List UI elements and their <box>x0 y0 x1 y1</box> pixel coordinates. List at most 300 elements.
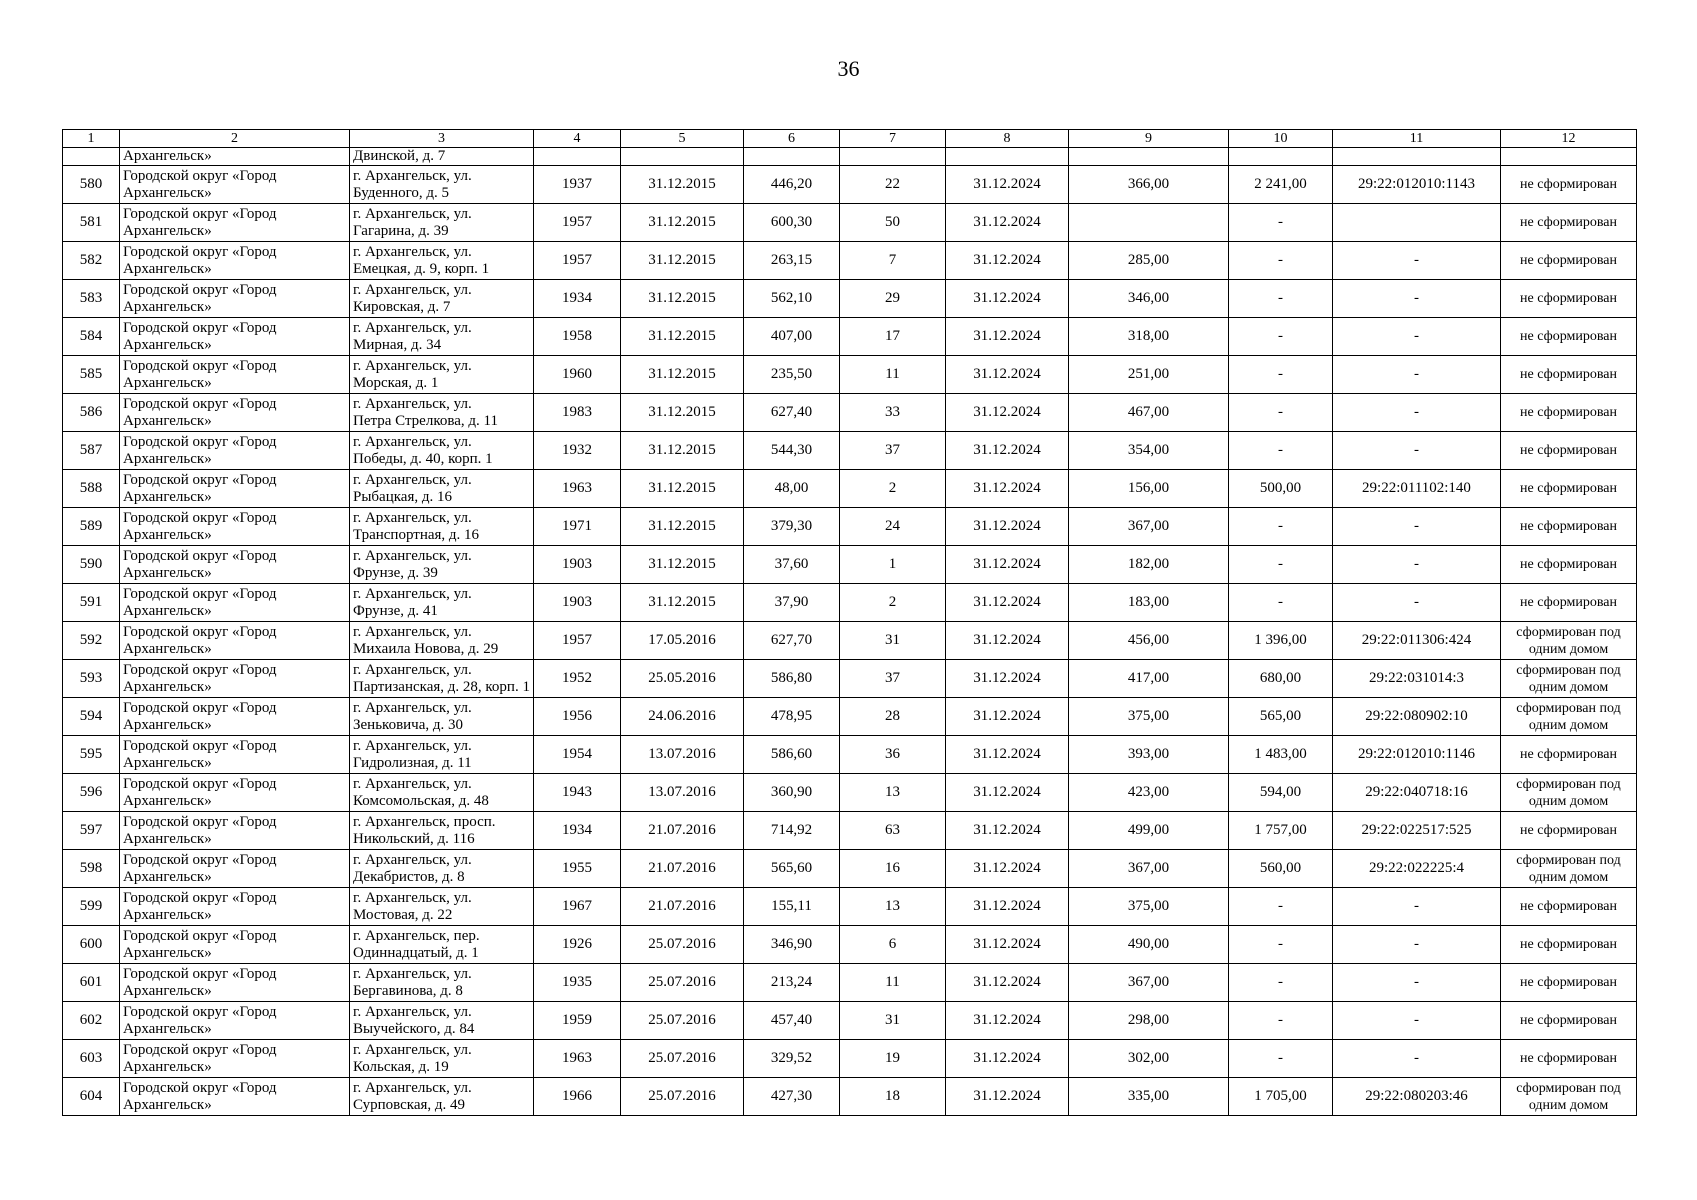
owner-line-2: Архангельск» <box>123 602 212 619</box>
year-cell: 1903 <box>534 584 621 622</box>
address-line-2: Фрунзе, д. 39 <box>353 564 438 581</box>
year-cell: 1959 <box>534 1002 621 1040</box>
address-line-1: г. Архангельск, ул. <box>353 281 472 298</box>
column-header: 5 <box>621 130 744 148</box>
address-line-1: г. Архангельск, ул. <box>353 737 472 754</box>
address-line-2: Мирная, д. 34 <box>353 336 442 353</box>
status-line-1: сформирован под <box>1516 776 1621 792</box>
residents-cell: 37 <box>840 660 946 698</box>
table-cell <box>1069 148 1229 166</box>
row-number-cell: 592 <box>63 622 120 660</box>
address-line-1: г. Архангельск, ул. <box>353 889 472 906</box>
owner-line-1: Городской округ «Город <box>123 433 277 450</box>
owner-cell <box>120 850 350 888</box>
recognition-date-cell: 31.12.2015 <box>621 166 744 204</box>
status-line-1: не сформирован <box>1520 253 1617 268</box>
status-line-1: не сформирован <box>1520 595 1617 610</box>
planned-date-cell: 31.12.2024 <box>946 242 1069 280</box>
land-status-cell <box>1501 508 1637 546</box>
land-status-cell <box>1501 774 1637 812</box>
planned-date-cell: 31.12.2024 <box>946 812 1069 850</box>
year-cell: 1903 <box>534 546 621 584</box>
address-cell <box>350 432 534 470</box>
year-cell: 1934 <box>534 812 621 850</box>
table-row <box>63 850 1637 888</box>
column-header: 12 <box>1501 130 1637 148</box>
table-row <box>63 546 1637 584</box>
table-cell <box>744 148 840 166</box>
status-line-1: не сформирован <box>1520 329 1617 344</box>
row-number-cell: 586 <box>63 394 120 432</box>
col9-cell: 490,00 <box>1069 926 1229 964</box>
col10-cell: - <box>1229 926 1333 964</box>
year-cell: 1958 <box>534 318 621 356</box>
land-status-cell <box>1501 280 1637 318</box>
address-line-2: Гагарина, д. 39 <box>353 222 449 239</box>
recognition-date-cell: 21.07.2016 <box>621 850 744 888</box>
status-line-1: не сформирован <box>1520 747 1617 762</box>
owner-line-1: Городской округ «Город <box>123 1041 277 1058</box>
address-line-2: Петра Стрелкова, д. 11 <box>353 412 498 429</box>
col10-cell: 594,00 <box>1229 774 1333 812</box>
table-row <box>63 432 1637 470</box>
planned-date-cell: 31.12.2024 <box>946 394 1069 432</box>
status-line-1: не сформирован <box>1520 937 1617 952</box>
land-status-cell <box>1501 584 1637 622</box>
col10-cell: - <box>1229 280 1333 318</box>
owner-cell <box>120 166 350 204</box>
owner-line-1: Городской округ «Город <box>123 699 277 716</box>
year-cell: 1932 <box>534 432 621 470</box>
recognition-date-cell: 25.07.2016 <box>621 1002 744 1040</box>
address-line-1: г. Архангельск, ул. <box>353 205 472 222</box>
col10-cell: - <box>1229 584 1333 622</box>
cadastral-number-cell: - <box>1333 926 1501 964</box>
owner-line-2: Архангельск» <box>123 222 212 239</box>
status-line-1: сформирован под <box>1516 662 1621 678</box>
owner-cell <box>120 470 350 508</box>
owner-line-1: Городской округ «Город <box>123 205 277 222</box>
planned-date-cell: 31.12.2024 <box>946 736 1069 774</box>
cadastral-number-cell <box>1333 204 1501 242</box>
col10-cell: - <box>1229 888 1333 926</box>
table-row <box>63 280 1637 318</box>
address-line-2: Кольская, д. 19 <box>353 1058 449 1075</box>
col10-cell: 560,00 <box>1229 850 1333 888</box>
status-line-1: не сформирован <box>1520 177 1617 192</box>
col9-cell: 417,00 <box>1069 660 1229 698</box>
col9-cell: 375,00 <box>1069 698 1229 736</box>
status-line-2: одним домом <box>1528 1097 1609 1113</box>
owner-cell <box>120 204 350 242</box>
cadastral-number-cell: 29:22:022225:4 <box>1333 850 1501 888</box>
owner-cell <box>120 394 350 432</box>
land-status-cell <box>1501 698 1637 736</box>
recognition-date-cell: 31.12.2015 <box>621 508 744 546</box>
recognition-date-cell: 25.07.2016 <box>621 926 744 964</box>
col9-cell: 367,00 <box>1069 508 1229 546</box>
column-header: 10 <box>1229 130 1333 148</box>
status-line-2: одним домом <box>1528 717 1609 733</box>
address-cell <box>350 888 534 926</box>
owner-line-2: Архангельск» <box>123 906 212 923</box>
column-header: 3 <box>350 130 534 148</box>
column-header: 7 <box>840 130 946 148</box>
table-row <box>63 660 1637 698</box>
status-line-1: сформирован под <box>1516 1080 1621 1096</box>
address-cell <box>350 546 534 584</box>
col9-cell: 251,00 <box>1069 356 1229 394</box>
land-status-cell <box>1501 356 1637 394</box>
cadastral-number-cell: - <box>1333 584 1501 622</box>
col10-cell: - <box>1229 508 1333 546</box>
owner-cell <box>120 812 350 850</box>
recognition-date-cell: 25.07.2016 <box>621 1078 744 1116</box>
residents-cell: 31 <box>840 622 946 660</box>
cadastral-number-cell: - <box>1333 394 1501 432</box>
address-cell <box>350 356 534 394</box>
owner-line-1: Городской округ «Город <box>123 1003 277 1020</box>
land-status-cell <box>1501 1040 1637 1078</box>
address-line-2: Рыбацкая, д. 16 <box>353 488 452 505</box>
status-line-1: сформирован под <box>1516 624 1621 640</box>
area-cell: 457,40 <box>744 1002 840 1040</box>
area-cell: 544,30 <box>744 432 840 470</box>
recognition-date-cell: 25.07.2016 <box>621 964 744 1002</box>
land-status-cell <box>1501 736 1637 774</box>
cadastral-number-cell: - <box>1333 1040 1501 1078</box>
owner-line-2: Архангельск» <box>123 792 212 809</box>
residents-cell: 33 <box>840 394 946 432</box>
owner-line-1: Городской округ «Город <box>123 661 277 678</box>
owner-line-2: Архангельск» <box>123 716 212 733</box>
year-cell: 1934 <box>534 280 621 318</box>
cadastral-number-cell: 29:22:012010:1143 <box>1333 166 1501 204</box>
cadastral-number-cell: 29:22:080902:10 <box>1333 698 1501 736</box>
col9-cell: 302,00 <box>1069 1040 1229 1078</box>
owner-line-1: Городской округ «Город <box>123 851 277 868</box>
table-row <box>63 774 1637 812</box>
status-line-1: сформирован под <box>1516 700 1621 716</box>
area-cell: 427,30 <box>744 1078 840 1116</box>
land-status-cell <box>1501 1002 1637 1040</box>
owner-line-1: Городской округ «Город <box>123 585 277 602</box>
area-cell: 263,15 <box>744 242 840 280</box>
owner-cell <box>120 698 350 736</box>
table-row <box>63 888 1637 926</box>
status-line-1: не сформирован <box>1520 443 1617 458</box>
owner-line-1: Городской округ «Город <box>123 623 277 640</box>
row-number-cell: 602 <box>63 1002 120 1040</box>
col10-cell: - <box>1229 394 1333 432</box>
address-cell <box>350 1040 534 1078</box>
column-header: 2 <box>120 130 350 148</box>
col9-cell: 456,00 <box>1069 622 1229 660</box>
cadastral-number-cell: - <box>1333 356 1501 394</box>
owner-line-2: Архангельск» <box>123 754 212 771</box>
address-line-2: Никольский, д. 116 <box>353 830 475 847</box>
address-cell <box>350 584 534 622</box>
status-line-1: не сформирован <box>1520 557 1617 572</box>
table-row <box>63 356 1637 394</box>
table-row <box>63 584 1637 622</box>
owner-line-1: Городской округ «Город <box>123 889 277 906</box>
year-cell: 1966 <box>534 1078 621 1116</box>
address-line-1: г. Архангельск, ул. <box>353 775 472 792</box>
address-line-2: Транспортная, д. 16 <box>353 526 480 543</box>
owner-cell <box>120 964 350 1002</box>
owner-cell <box>120 1040 350 1078</box>
owner-line-2: Архангельск» <box>123 564 212 581</box>
address-cell <box>350 812 534 850</box>
row-number-cell: 583 <box>63 280 120 318</box>
address-line-2: Декабристов, д. 8 <box>353 868 465 885</box>
cadastral-number-cell: - <box>1333 242 1501 280</box>
planned-date-cell: 31.12.2024 <box>946 774 1069 812</box>
recognition-date-cell: 25.07.2016 <box>621 1040 744 1078</box>
planned-date-cell: 31.12.2024 <box>946 546 1069 584</box>
col9-cell: 367,00 <box>1069 964 1229 1002</box>
status-line-2: одним домом <box>1528 641 1609 657</box>
table-row <box>63 242 1637 280</box>
cadastral-number-cell: - <box>1333 1002 1501 1040</box>
col9-cell: 367,00 <box>1069 850 1229 888</box>
recognition-date-cell: 31.12.2015 <box>621 242 744 280</box>
cadastral-number-cell: - <box>1333 888 1501 926</box>
year-cell: 1954 <box>534 736 621 774</box>
col9-cell: 393,00 <box>1069 736 1229 774</box>
table-row <box>63 812 1637 850</box>
col9-cell: 467,00 <box>1069 394 1229 432</box>
recognition-date-cell: 31.12.2015 <box>621 432 744 470</box>
status-line-1: не сформирован <box>1520 975 1617 990</box>
land-status-cell <box>1501 812 1637 850</box>
address-line-2: Одиннадцатый, д. 1 <box>353 944 479 961</box>
area-cell: 600,30 <box>744 204 840 242</box>
column-header: 9 <box>1069 130 1229 148</box>
col10-cell: - <box>1229 1040 1333 1078</box>
col9-cell: 423,00 <box>1069 774 1229 812</box>
area-cell: 565,60 <box>744 850 840 888</box>
residents-cell: 11 <box>840 356 946 394</box>
year-cell: 1957 <box>534 242 621 280</box>
owner-line-1: Городской округ «Город <box>123 243 277 260</box>
col10-cell: 1 396,00 <box>1229 622 1333 660</box>
recognition-date-cell: 31.12.2015 <box>621 394 744 432</box>
land-status-cell <box>1501 394 1637 432</box>
status-line-1: не сформирован <box>1520 519 1617 534</box>
area-cell: 360,90 <box>744 774 840 812</box>
recognition-date-cell: 31.12.2015 <box>621 584 744 622</box>
col10-cell: - <box>1229 546 1333 584</box>
housing-registry-table <box>62 129 1637 1116</box>
residents-cell: 2 <box>840 470 946 508</box>
cadastral-number-cell: - <box>1333 432 1501 470</box>
year-cell: 1957 <box>534 622 621 660</box>
table-row <box>63 204 1637 242</box>
row-number-cell: 596 <box>63 774 120 812</box>
table-row <box>63 394 1637 432</box>
address-cell <box>350 964 534 1002</box>
address-cell <box>350 736 534 774</box>
owner-line-1: Городской округ «Город <box>123 927 277 944</box>
address-line-1: г. Архангельск, ул. <box>353 243 472 260</box>
residents-cell: 31 <box>840 1002 946 1040</box>
land-status-cell <box>1501 432 1637 470</box>
residents-cell: 6 <box>840 926 946 964</box>
address-line-2: Морская, д. 1 <box>353 374 439 391</box>
owner-line-2: Архангельск» <box>123 488 212 505</box>
address-line-1: г. Архангельск, просп. <box>353 813 496 830</box>
residents-cell: 18 <box>840 1078 946 1116</box>
recognition-date-cell: 31.12.2015 <box>621 470 744 508</box>
year-cell: 1937 <box>534 166 621 204</box>
area-cell: 213,24 <box>744 964 840 1002</box>
owner-line-2: Архангельск» <box>123 184 212 201</box>
owner-line-2: Архангельск» <box>123 450 212 467</box>
residents-cell: 19 <box>840 1040 946 1078</box>
owner-line-1: Городской округ «Город <box>123 965 277 982</box>
address-line-1: г. Архангельск, ул. <box>353 357 472 374</box>
area-cell: 37,60 <box>744 546 840 584</box>
planned-date-cell: 31.12.2024 <box>946 356 1069 394</box>
land-status-cell <box>1501 850 1637 888</box>
status-line-1: не сформирован <box>1520 823 1617 838</box>
year-cell: 1963 <box>534 470 621 508</box>
status-line-1: не сформирован <box>1520 1051 1617 1066</box>
owner-cell <box>120 280 350 318</box>
owner-cell <box>120 888 350 926</box>
owner-line-2: Архангельск» <box>123 830 212 847</box>
owner-line-2: Архангельск» <box>123 868 212 885</box>
cadastral-number-cell: - <box>1333 546 1501 584</box>
recognition-date-cell: 31.12.2015 <box>621 280 744 318</box>
residents-cell: 29 <box>840 280 946 318</box>
address-line-2: Буденного, д. 5 <box>353 184 450 201</box>
residents-cell: 50 <box>840 204 946 242</box>
col9-cell: 318,00 <box>1069 318 1229 356</box>
area-cell: 562,10 <box>744 280 840 318</box>
status-line-1: не сформирован <box>1520 291 1617 306</box>
col9-cell: 298,00 <box>1069 1002 1229 1040</box>
status-line-1: не сформирован <box>1520 899 1617 914</box>
year-cell: 1926 <box>534 926 621 964</box>
table-row <box>63 508 1637 546</box>
owner-line-2: Архангельск» <box>123 374 212 391</box>
area-cell: 235,50 <box>744 356 840 394</box>
owner-line-1: Городской округ «Город <box>123 737 277 754</box>
owner-cell <box>120 622 350 660</box>
address-line-1: г. Архангельск, ул. <box>353 1079 472 1096</box>
cadastral-number-cell: - <box>1333 318 1501 356</box>
planned-date-cell: 31.12.2024 <box>946 432 1069 470</box>
col10-cell: - <box>1229 964 1333 1002</box>
address-cell: Двинской, д. 7 <box>350 148 534 166</box>
status-line-2: одним домом <box>1528 793 1609 809</box>
table-cell <box>1501 148 1637 166</box>
planned-date-cell: 31.12.2024 <box>946 584 1069 622</box>
owner-cell <box>120 318 350 356</box>
planned-date-cell: 31.12.2024 <box>946 166 1069 204</box>
cadastral-number-cell: 29:22:011102:140 <box>1333 470 1501 508</box>
cadastral-number-cell: - <box>1333 964 1501 1002</box>
area-cell: 346,90 <box>744 926 840 964</box>
col10-cell: 2 241,00 <box>1229 166 1333 204</box>
land-status-cell <box>1501 242 1637 280</box>
address-line-2: Гидролизная, д. 11 <box>353 754 472 771</box>
land-status-cell <box>1501 1078 1637 1116</box>
address-line-1: г. Архангельск, ул. <box>353 585 472 602</box>
col10-cell: - <box>1229 432 1333 470</box>
table-cell <box>1333 148 1501 166</box>
planned-date-cell: 31.12.2024 <box>946 470 1069 508</box>
col10-cell: 500,00 <box>1229 470 1333 508</box>
address-line-1: г. Архангельск, ул. <box>353 699 472 716</box>
year-cell: 1956 <box>534 698 621 736</box>
owner-line-2: Архангельск» <box>123 1020 212 1037</box>
page-number: 36 <box>837 56 860 81</box>
residents-cell: 11 <box>840 964 946 1002</box>
address-line-1: г. Архангельск, ул. <box>353 509 472 526</box>
table-row <box>63 1040 1637 1078</box>
row-number-cell: 595 <box>63 736 120 774</box>
area-cell: 37,90 <box>744 584 840 622</box>
table-cell <box>621 148 744 166</box>
col9-cell: 183,00 <box>1069 584 1229 622</box>
col9-cell: 375,00 <box>1069 888 1229 926</box>
col10-cell: - <box>1229 318 1333 356</box>
address-line-1: г. Архангельск, ул. <box>353 547 472 564</box>
address-line-2: Фрунзе, д. 41 <box>353 602 438 619</box>
row-number-cell: 599 <box>63 888 120 926</box>
row-number-cell: 585 <box>63 356 120 394</box>
planned-date-cell: 31.12.2024 <box>946 1078 1069 1116</box>
year-cell: 1957 <box>534 204 621 242</box>
address-cell <box>350 1002 534 1040</box>
row-number-cell: 600 <box>63 926 120 964</box>
address-cell <box>350 660 534 698</box>
table-row <box>63 318 1637 356</box>
col10-cell: - <box>1229 204 1333 242</box>
land-status-cell <box>1501 622 1637 660</box>
owner-line-2: Архангельск» <box>123 1096 212 1113</box>
address-line-1: г. Архангельск, ул. <box>353 1041 472 1058</box>
year-cell: 1983 <box>534 394 621 432</box>
area-cell: 714,92 <box>744 812 840 850</box>
address-cell <box>350 508 534 546</box>
planned-date-cell: 31.12.2024 <box>946 926 1069 964</box>
col10-cell: - <box>1229 356 1333 394</box>
owner-cell <box>120 356 350 394</box>
address-cell <box>350 166 534 204</box>
address-cell <box>350 204 534 242</box>
row-number-cell: 580 <box>63 166 120 204</box>
recognition-date-cell: 13.07.2016 <box>621 736 744 774</box>
residents-cell: 13 <box>840 888 946 926</box>
area-cell: 48,00 <box>744 470 840 508</box>
table-cell <box>534 148 621 166</box>
table-row <box>63 1078 1637 1116</box>
col9-cell: 182,00 <box>1069 546 1229 584</box>
planned-date-cell: 31.12.2024 <box>946 1002 1069 1040</box>
status-line-2: одним домом <box>1528 869 1609 885</box>
status-line-1: не сформирован <box>1520 215 1617 230</box>
address-line-2: Михаила Новова, д. 29 <box>353 640 499 657</box>
recognition-date-cell: 17.05.2016 <box>621 622 744 660</box>
col9-cell: 346,00 <box>1069 280 1229 318</box>
owner-cell <box>120 584 350 622</box>
area-cell: 627,70 <box>744 622 840 660</box>
